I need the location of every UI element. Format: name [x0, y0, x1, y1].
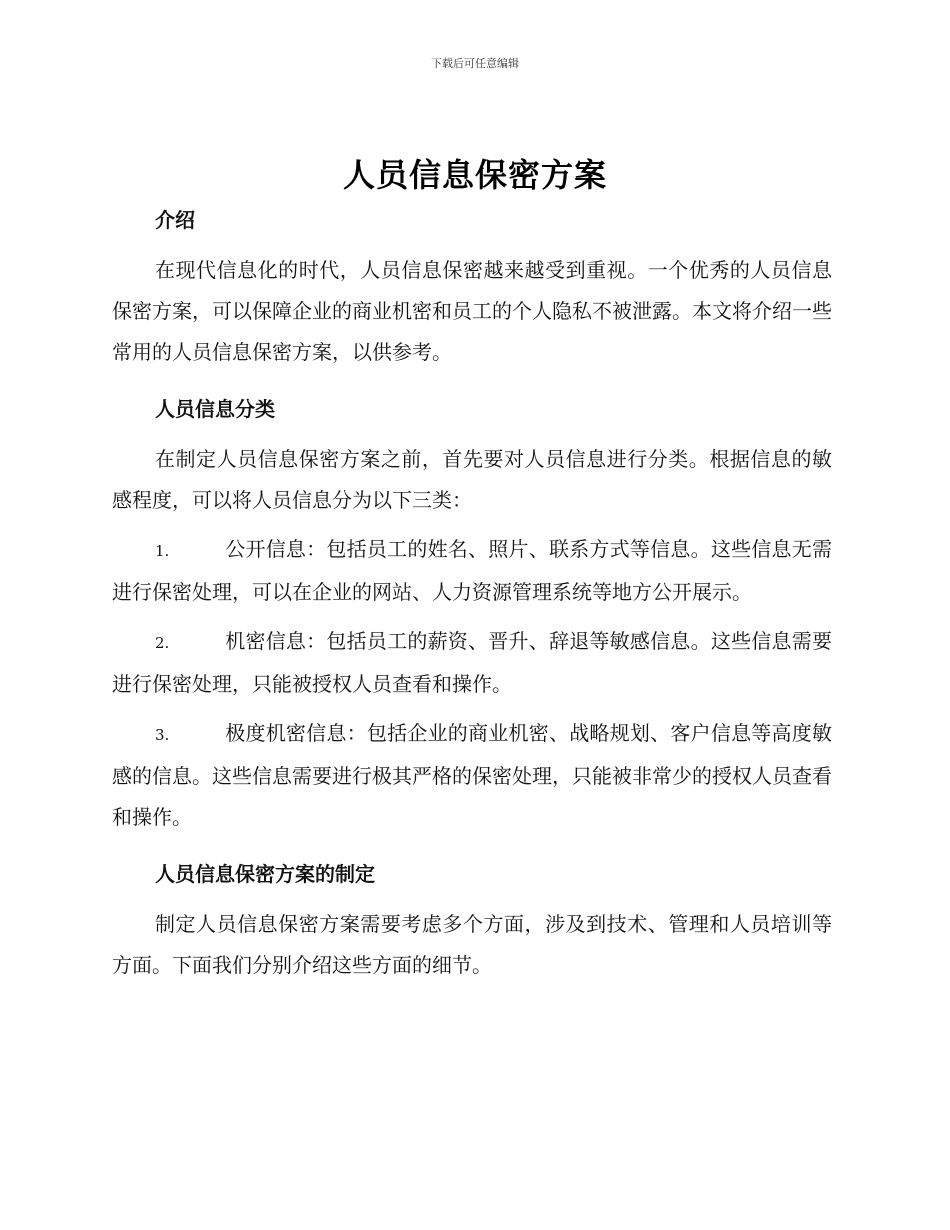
section-heading-classification: 人员信息分类	[155, 397, 275, 421]
section-heading-formulation: 人员信息保密方案的制定	[155, 862, 375, 886]
header-note: 下载后可任意编辑	[431, 57, 519, 70]
list-item	[112, 529, 832, 613]
classification-paragraph: 在制定人员信息保密方案之前，首先要对人员信息进行分类。根据信息的敏感程度，可以将人员信息分为以下三类：	[112, 447, 832, 512]
section-heading-intro: 介绍	[155, 208, 195, 232]
list-item	[112, 713, 832, 838]
document-title: 人员信息保密方案	[342, 156, 607, 194]
document-body	[112, 198, 832, 986]
intro-paragraph: 在现代信息化的时代，人员信息保密越来越受到重视。一个优秀的人员信息保密方案，可以保障企业的商业机密和员工的个人隐私不被泄露。本文将介绍一些常用的人员信息保密方案，以供参考。	[112, 258, 832, 364]
list-item	[112, 621, 832, 705]
list-number: 1.	[155, 542, 170, 560]
list-item-text: 机密信息：包括员工的薪资、晋升、辞退等敏感信息。这些信息需要进行保密处理，只能被授权人员查看和操作。	[112, 629, 832, 696]
list-number: 3.	[155, 726, 170, 744]
list-item-text: 极度机密信息：包括企业的商业机密、战略规划、客户信息等高度敏感的信息。这些信息需要进行极其严格的保密处理，只能被非常少的授权人员查看和操作。	[112, 721, 832, 829]
list-item-text: 公开信息：包括员工的姓名、照片、联系方式等信息。这些信息无需进行保密处理，可以在企业的网站、人力资源管理系统等地方公开展示。	[112, 537, 832, 604]
formulation-paragraph: 制定人员信息保密方案需要考虑多个方面，涉及到技术、管理和人员培训等方面。下面我们分别介绍这些方面的细节。	[112, 912, 832, 977]
list-number: 2.	[155, 634, 170, 652]
